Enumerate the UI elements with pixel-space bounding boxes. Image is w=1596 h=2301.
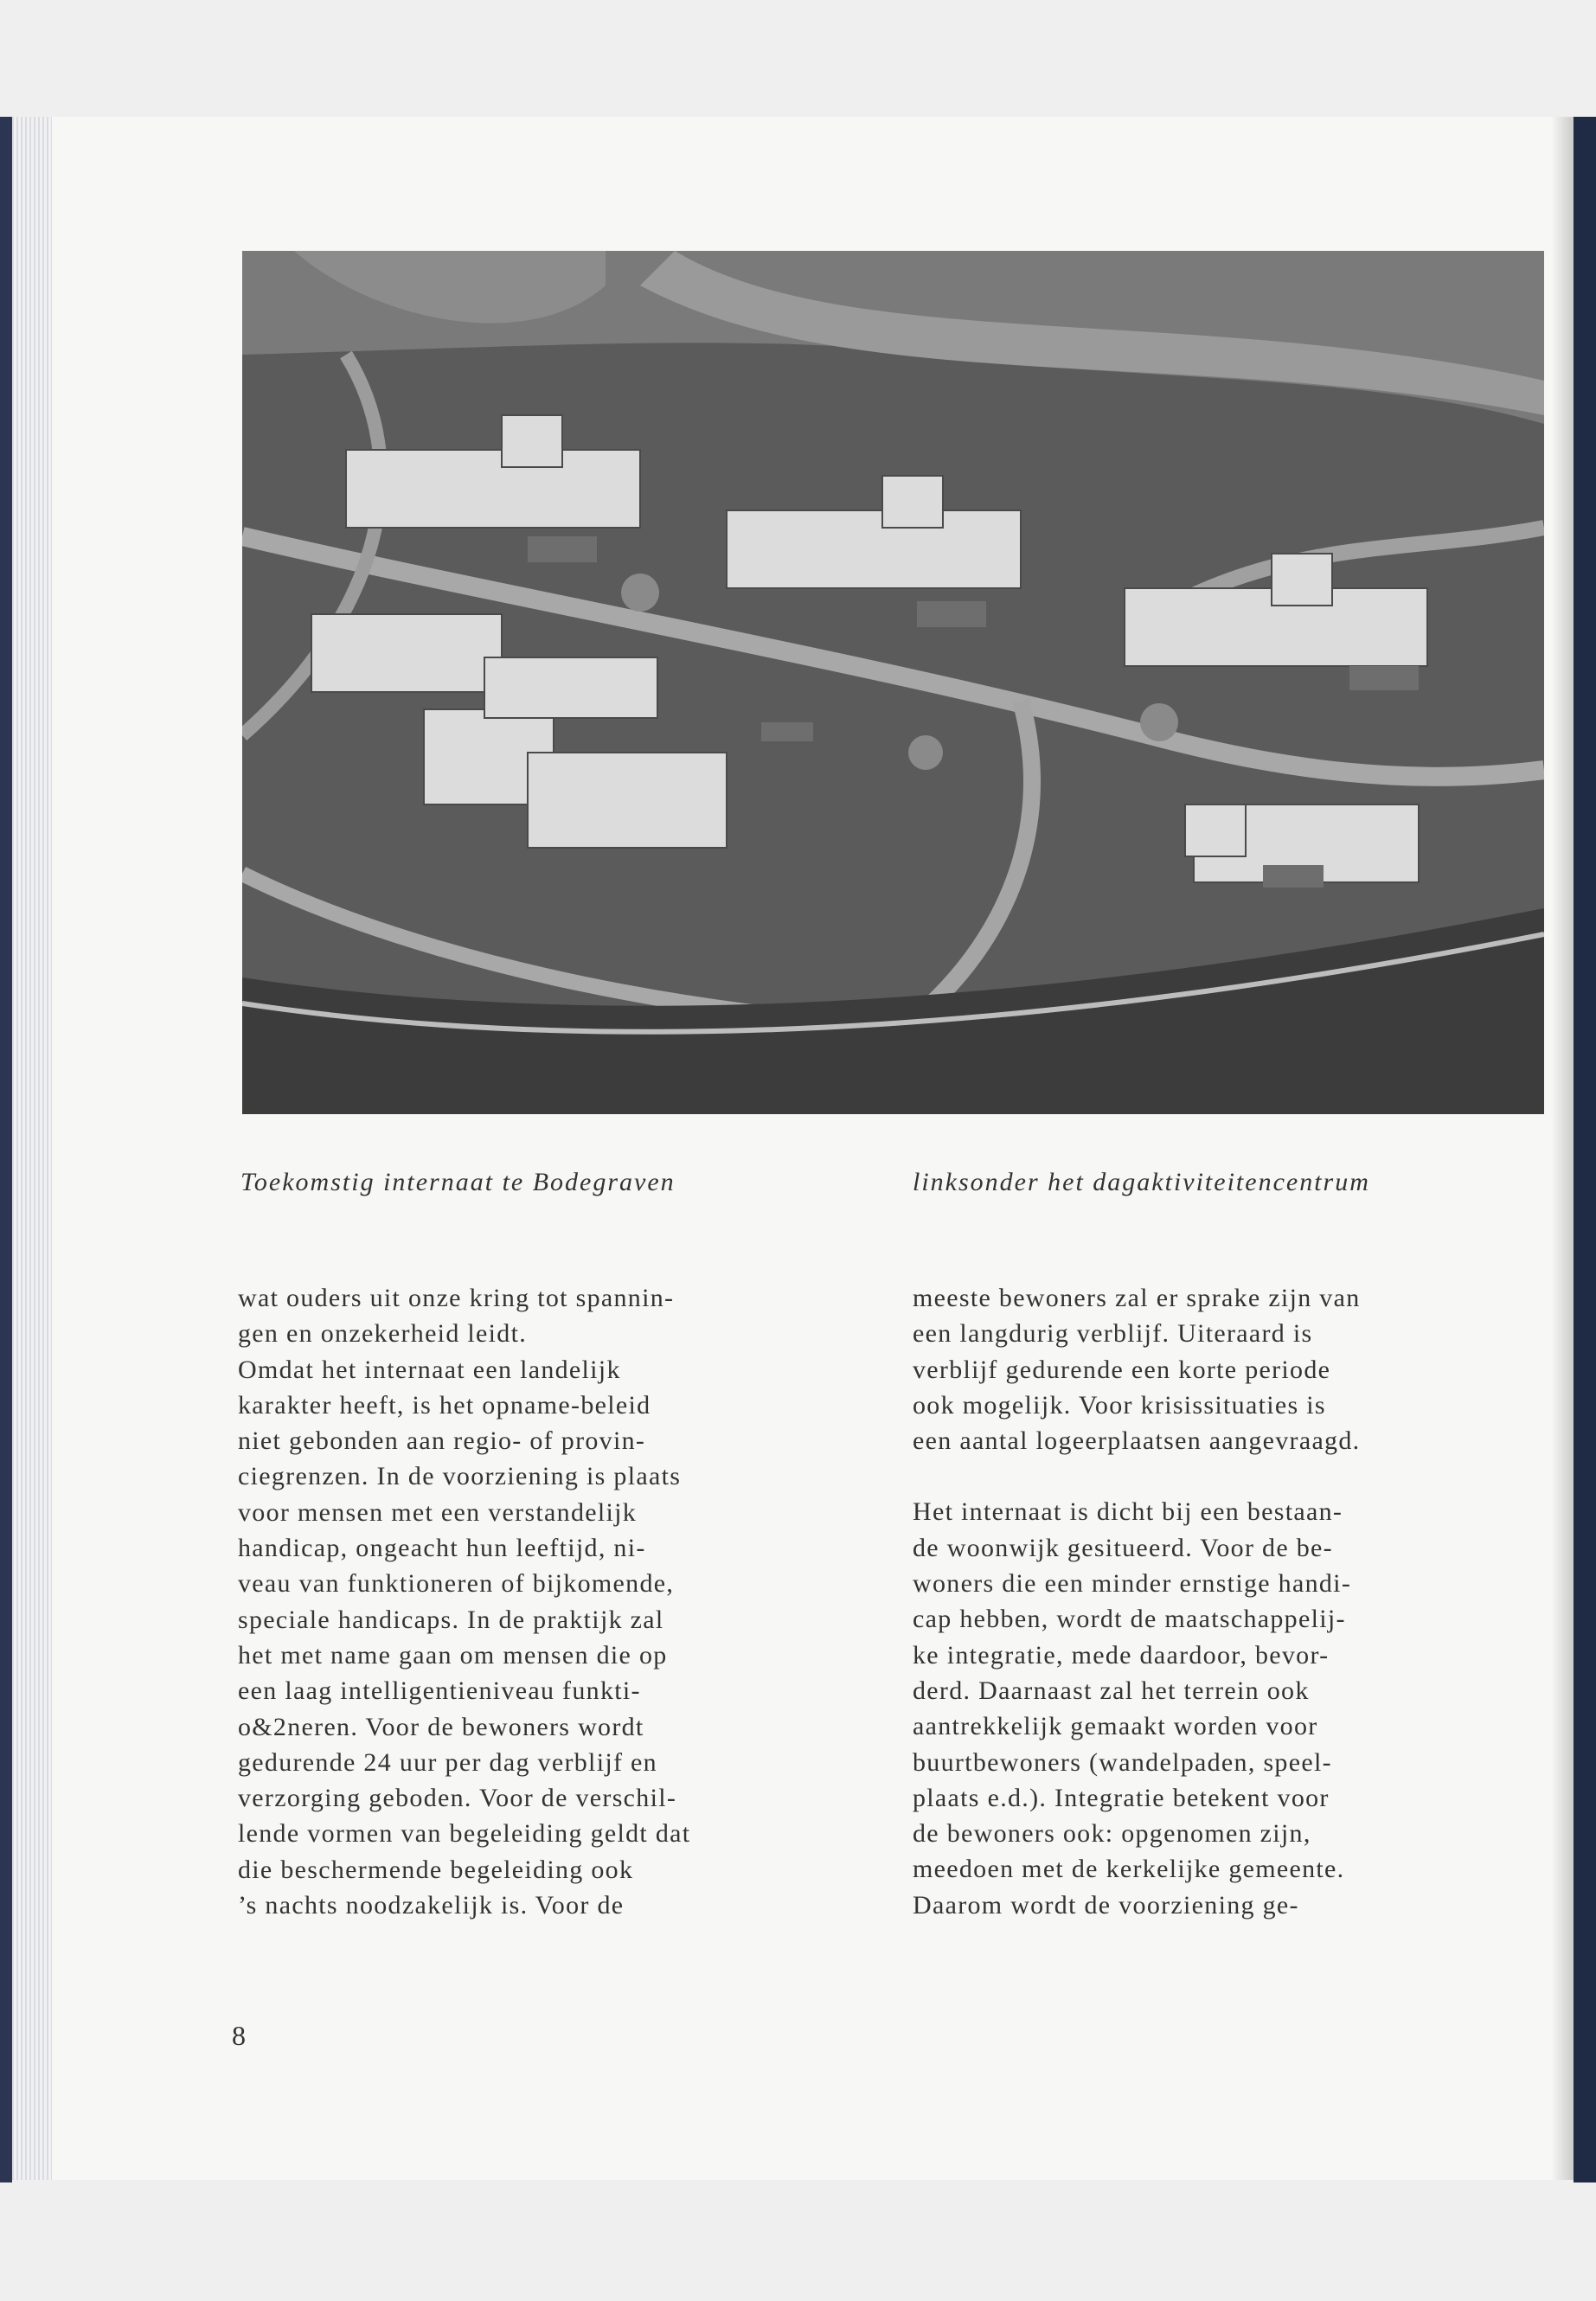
line: plaats e.d.). Integratie betekent voor	[913, 1783, 1330, 1812]
line: de woonwijk gesitueerd. Voor de be-	[913, 1533, 1333, 1562]
line: die beschermende begeleiding ook	[238, 1855, 634, 1884]
book-cover-left	[0, 117, 12, 2182]
line: veau van funktioneren of bijkomende,	[238, 1569, 675, 1599]
line: voor mensen met een verstandelijk	[238, 1497, 638, 1527]
line: o&2neren. Voor de bewoners wordt	[238, 1712, 644, 1741]
line: Daarom wordt de voorziening ge-	[913, 1890, 1299, 1920]
line: Het internaat is dicht bij een bestaan-	[913, 1497, 1343, 1527]
caption-left: Toekomstig internaat te Bodegraven	[240, 1168, 676, 1196]
line: karakter heeft, is het opname-beleid	[238, 1390, 651, 1420]
page-edges	[12, 117, 52, 2180]
line: meedoen met de kerkelijke gemeente.	[913, 1855, 1345, 1884]
text-column-left	[238, 1280, 809, 1923]
line: cap hebben, wordt de maatschappelij-	[913, 1605, 1346, 1634]
architectural-model-photo	[242, 251, 1544, 1114]
line: ook mogelijk. Voor krisissituaties is	[913, 1390, 1326, 1420]
paragraph	[238, 1280, 809, 1923]
line: lende vormen van begeleiding geldt dat	[238, 1819, 691, 1849]
line: aantrekkelijk gemaakt worden voor	[913, 1712, 1318, 1741]
line: ’s nachts noodzakelijk is. Voor de	[238, 1891, 625, 1920]
line: woners die een minder ernstige handi-	[913, 1569, 1352, 1599]
line: handicap, ongeacht hun leeftijd, ni-	[238, 1534, 646, 1563]
line: buurtbewoners (wandelpaden, speel-	[913, 1747, 1332, 1777]
line: speciale handicaps. In de praktijk zal	[238, 1605, 664, 1634]
line: wat ouders uit onze kring tot spannin-	[238, 1284, 675, 1312]
line: het met name gaan om mensen die op	[238, 1640, 668, 1670]
book-cover-right	[1574, 117, 1596, 2182]
line: ciegrenzen. In de voorziening is plaats	[238, 1462, 682, 1491]
line: Omdat het internaat een landelijk	[238, 1355, 621, 1384]
line: verblijf gedurende een korte periode	[913, 1355, 1331, 1384]
line: gen en onzekerheid leidt.	[238, 1319, 528, 1349]
line: de bewoners ook: opgenomen zijn,	[913, 1819, 1311, 1849]
line: een aantal logeerplaatsen aangevraagd.	[913, 1426, 1361, 1456]
page-number: 8	[232, 2020, 246, 2051]
paragraph	[913, 1280, 1484, 1458]
line: meeste bewoners zal er sprake zijn van	[913, 1284, 1361, 1312]
paragraph	[913, 1494, 1484, 1923]
line: verzorging geboden. Voor de verschil-	[238, 1784, 677, 1813]
caption-right: linksonder het dagaktiviteitencentrum	[913, 1168, 1370, 1196]
line: derd. Daarnaast zal het terrein ook	[913, 1676, 1310, 1705]
text-column-right	[913, 1280, 1484, 1923]
line: gedurende 24 uur per dag verblijf en	[238, 1747, 657, 1777]
line: niet gebonden aan regio- of provin-	[238, 1426, 646, 1456]
line: ke integratie, mede daardoor, bevor-	[913, 1640, 1330, 1670]
line: een laag intelligentieniveau funkti-	[238, 1676, 641, 1706]
line: een langdurig verblijf. Uiteraard is	[913, 1319, 1313, 1349]
spine-shadow	[1551, 117, 1574, 2180]
